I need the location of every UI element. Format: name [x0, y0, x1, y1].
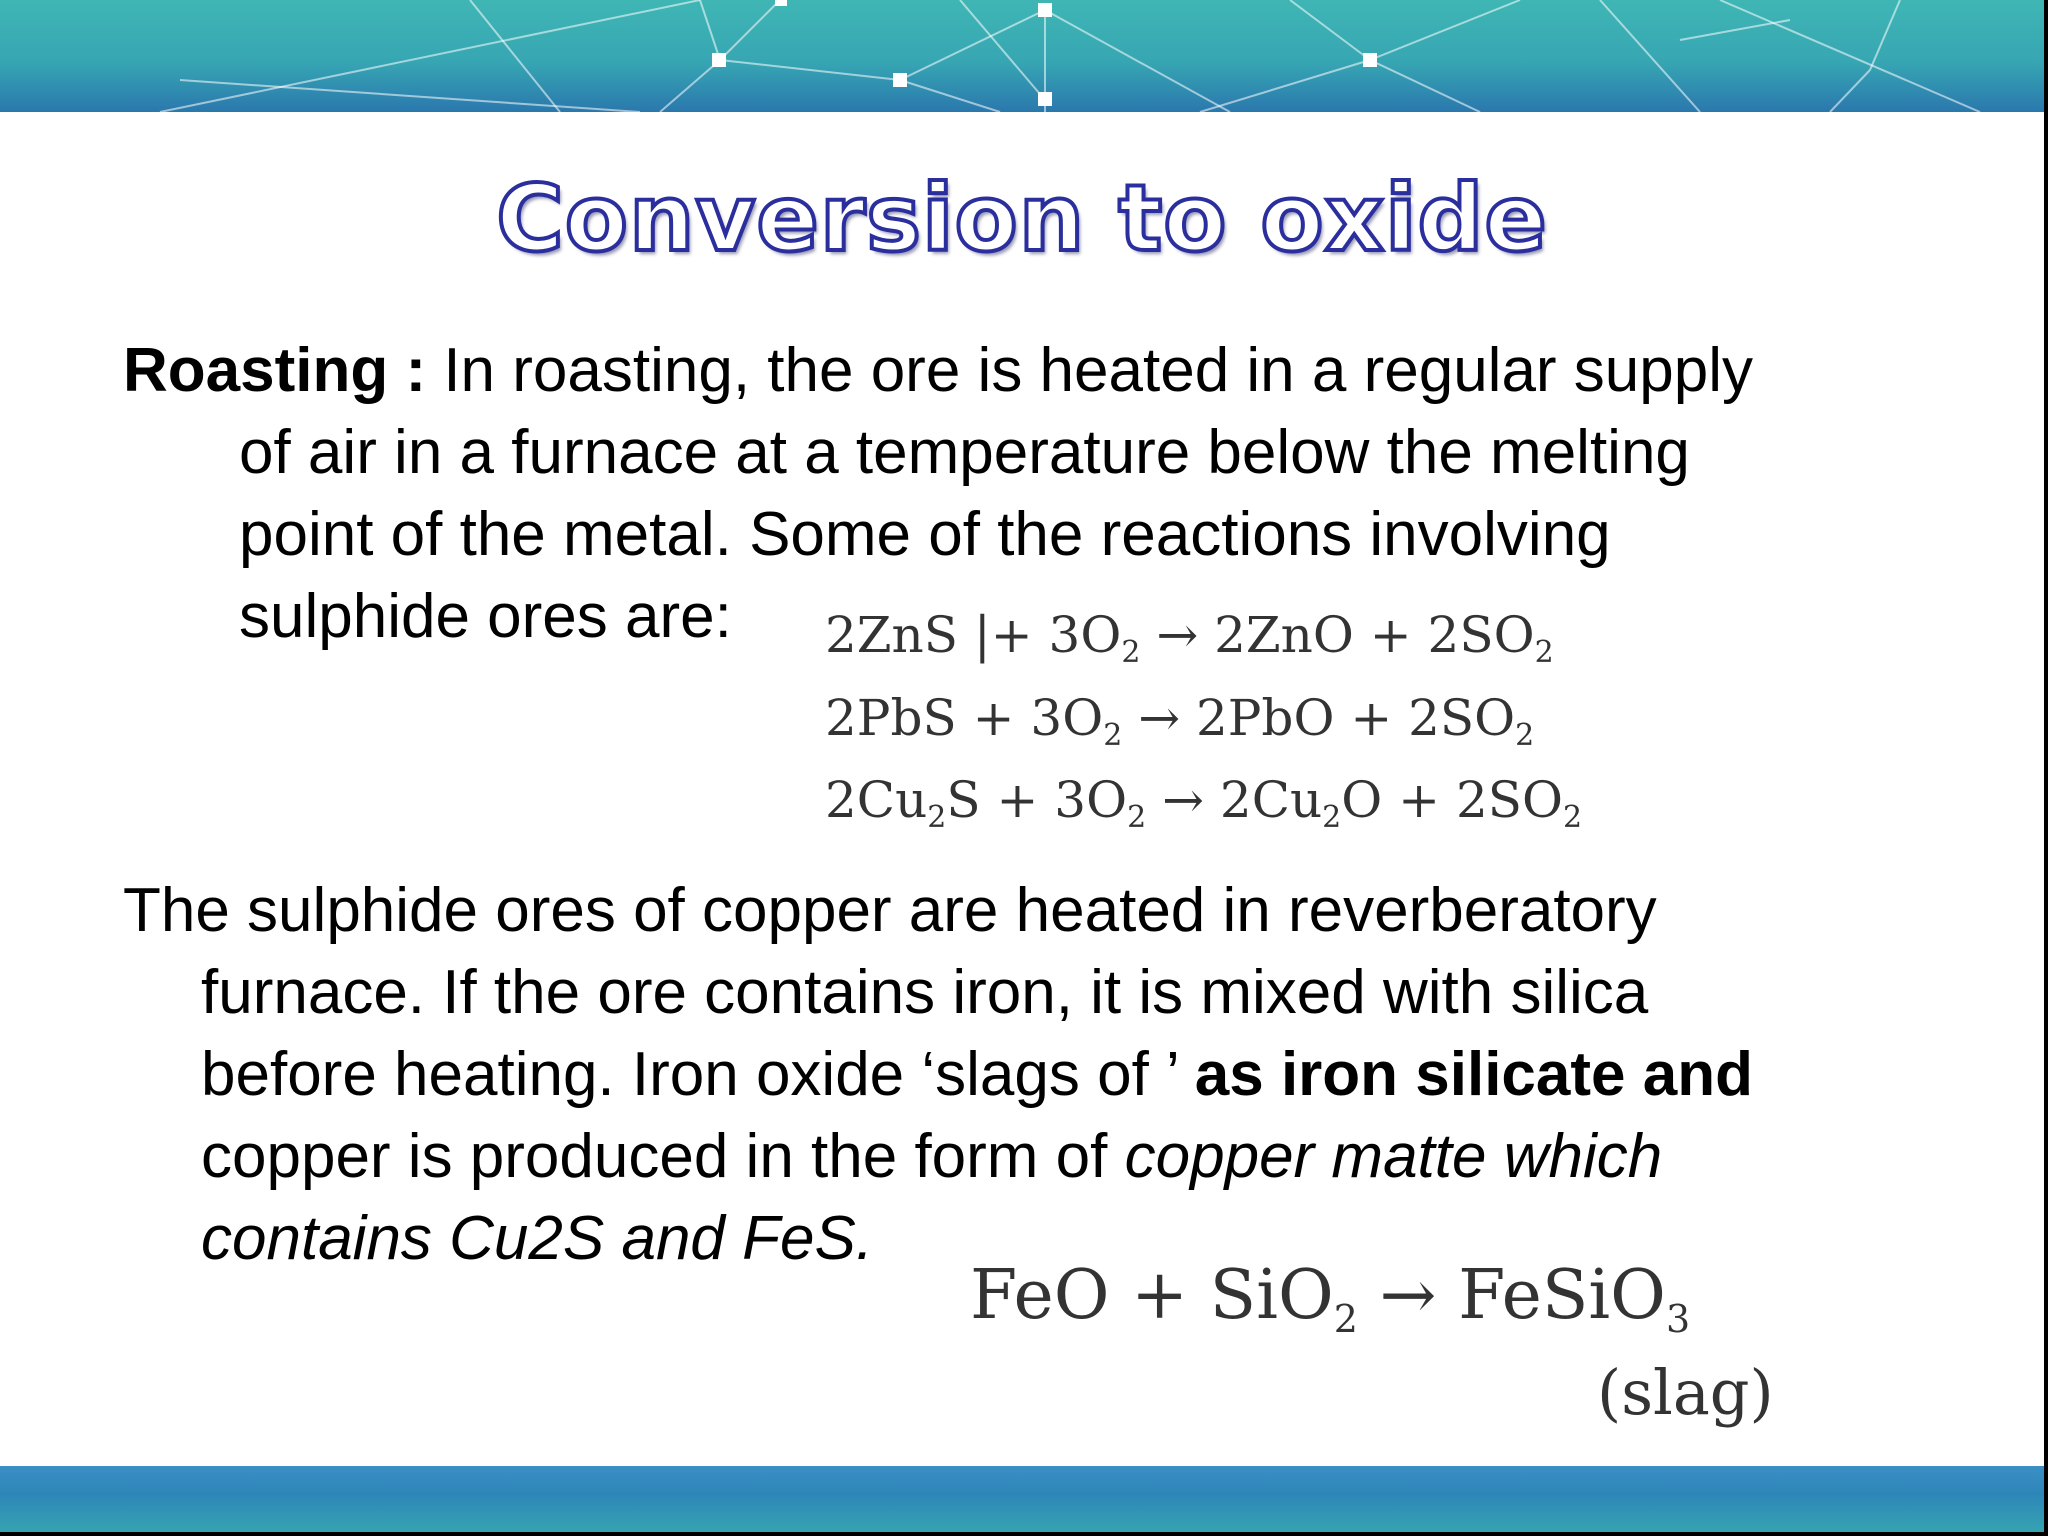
copper-line-4: copper is produced in the form of copper matte which: [201, 1122, 1663, 1191]
slide-title: Conversion to oxide: [496, 165, 1548, 272]
roasting-line-4: sulphide ores are:: [239, 582, 732, 651]
copper-paragraph: [123, 870, 1983, 1280]
slag-label: (slag): [1597, 1356, 1774, 1429]
copper-line-3: before heating. Iron oxide ‘slags of ’ as iron silicate and: [201, 1040, 1753, 1109]
iron-silicate-bold: as iron silicate and: [1194, 1040, 1753, 1109]
copper-line-5: contains Cu2S and FeS.: [201, 1204, 874, 1273]
roasting-line-1-text: In roasting, the ore is heated in a regular supply: [426, 336, 1754, 405]
slide-border: [2044, 0, 2048, 1536]
roasting-line-1: [123, 330, 1943, 412]
roasting-line-3: point of the metal. Some of the reactions involving: [239, 500, 1611, 569]
network-pattern-decoration: [0, 0, 2044, 112]
roasting-line-2: of air in a furnace at a temperature below the melting: [239, 418, 1690, 487]
footer-band: [0, 1466, 2044, 1536]
copper-line-2: furnace. If the ore contains iron, it is mixed with silica: [201, 958, 1649, 1027]
equation-zns: 2ZnS |+ $3O_2 \to 2ZnO + 2SO_2$: [825, 606, 1554, 670]
equation-cu2s: $2Cu_2S + 3O_2 \to 2Cu_2O + 2SO_2$: [825, 771, 1583, 835]
equation-slag: FeO + SiO$_2$ → FeSiO$_3$: [970, 1256, 1691, 1341]
roasting-term: Roasting :: [123, 336, 427, 405]
equation-pbs: $2PbS + 3O_2 \to 2PbO + 2SO_2$: [825, 689, 1535, 753]
copper-matte-italic: copper matte which: [1124, 1122, 1663, 1191]
header-band: [0, 0, 2044, 112]
copper-line-1: The sulphide ores of copper are heated in reverberatory: [123, 876, 1657, 945]
